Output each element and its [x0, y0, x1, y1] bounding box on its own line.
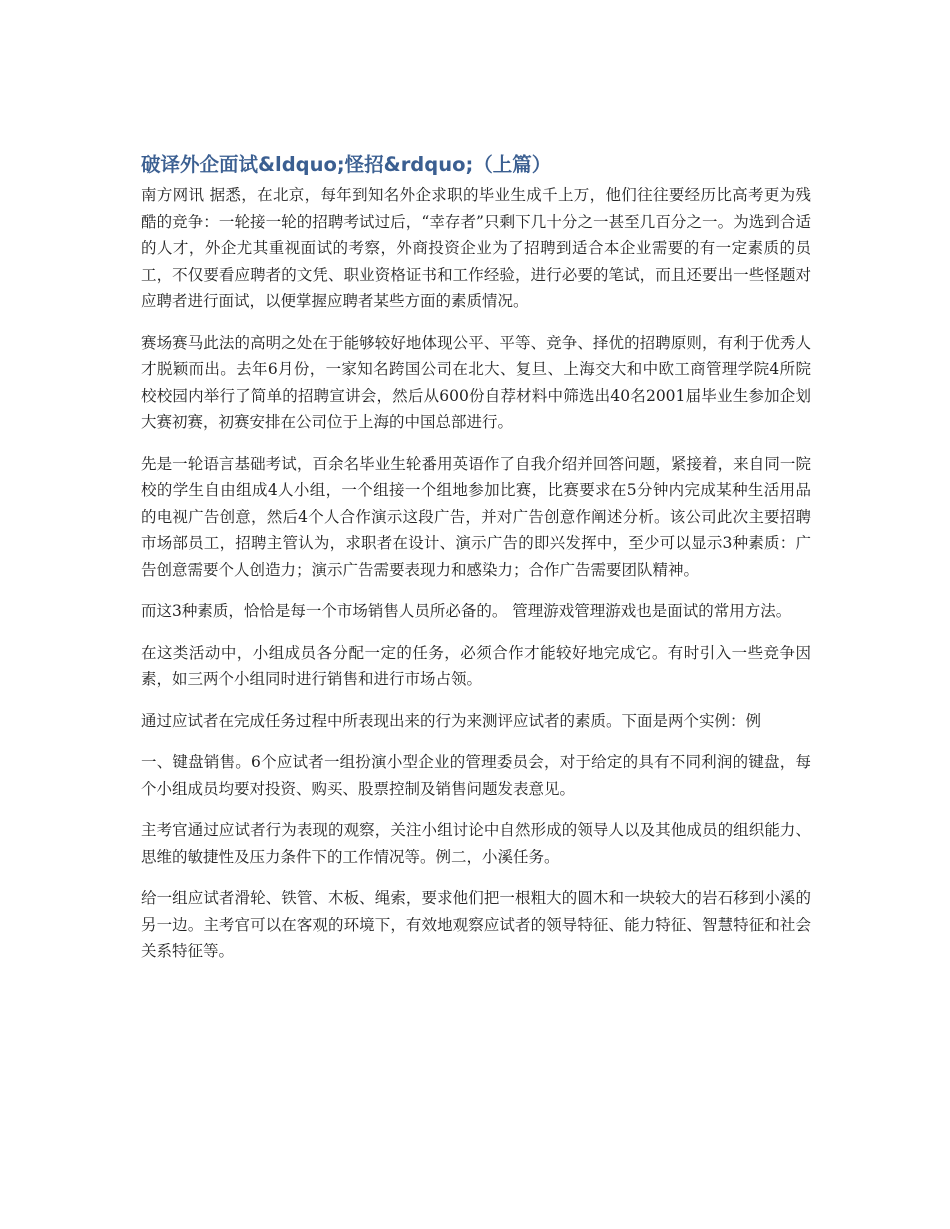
article-title: 破译外企面试&ldquo;怪招&rdquo;（上篇） — [141, 153, 552, 176]
article-paragraph-4: 而这3种素质，恰恰是每一个市场销售人员所必备的。 管理游戏管理游戏也是面试的常用方法。 — [141, 602, 792, 620]
article-paragraph-7: 一、键盘销售。6个应试者一组扮演小型企业的管理委员会，对于给定的具有不同利润的键盘，每个小组成员均要对投资、购买、股票控制及销售问题发表意见。 — [141, 753, 811, 798]
article-paragraph-3: 先是一轮语言基础考试，百余名毕业生轮番用英语作了自我介绍并回答问题，紧接着，来自同一院校的学生自由组成4人小组，一个组接一个组地参加比赛，比赛要求在5分钟内完成某种生活用品的电视广告创意，然后4个人合作演示这段广告，并对广告创意作阐述分析。该公司此次主要招聘市场部员工，招聘主管认为，求职者在设计、演示广告的即兴发挥中，至少可以显示3种素质：广告创意需要个人创造力；演示广告需要表现力和感染力；合作广告需要团队精神。 — [141, 454, 811, 579]
article-paragraph-8: 主考官通过应试者行为表现的观察，关注小组讨论中自然形成的领导人以及其他成员的组织能力、思维的敏捷性及压力条件下的工作情况等。例二，小溪任务。 — [141, 821, 811, 866]
article-paragraph-1: 南方网讯 据悉，在北京，每年到知名外企求职的毕业生成千上万，他们往往要经历比高考更为残酷的竞争：一轮接一轮的招聘考试过后，“幸存者”只剩下几十分之一甚至几百分之一。为选到合适的人才，外企尤其重视面试的考察，外商投资企业为了招聘到适合本企业需要的有一定素质的员工，不仅要看应聘者的文凭、职业资格证书和工作经验，进行必要的笔试，而且还要出一些怪题对应聘者进行面试，以便掌握应聘者某些方面的素质情况。 — [141, 186, 811, 310]
article-paragraph-6: 通过应试者在完成任务过程中所表现出来的行为来测评应试者的素质。下面是两个实例：例 — [141, 711, 762, 730]
article-paragraph-5: 在这类活动中，小组成员各分配一定的任务，必须合作才能较好地完成它。有时引入一些竞争因素，如三两个小组同时进行销售和进行市场占领。 — [141, 643, 811, 688]
article-paragraph-9: 给一组应试者滑轮、铁管、木板、绳索，要求他们把一根粗大的圆木和一块较大的岩石移到小溪的另一边。主考官可以在客观的环境下，有效地观察应试者的领导特征、能力特征、智慧特征和社会关系特征等。 — [141, 889, 811, 960]
article-body — [141, 150, 811, 980]
article-paragraph-2: 赛场赛马此法的高明之处在于能够较好地体现公平、平等、竞争、择优的招聘原则，有利于优秀人才脱颖而出。去年6月份，一家知名跨国公司在北大、复旦、上海交大和中欧工商管理学院4所院校校园内举行了简单的招聘宣讲会，然后从600份自荐材料中筛选出40名2001届毕业生参加企划大赛初赛，初赛安排在公司位于上海的中国总部进行。 — [141, 333, 811, 431]
